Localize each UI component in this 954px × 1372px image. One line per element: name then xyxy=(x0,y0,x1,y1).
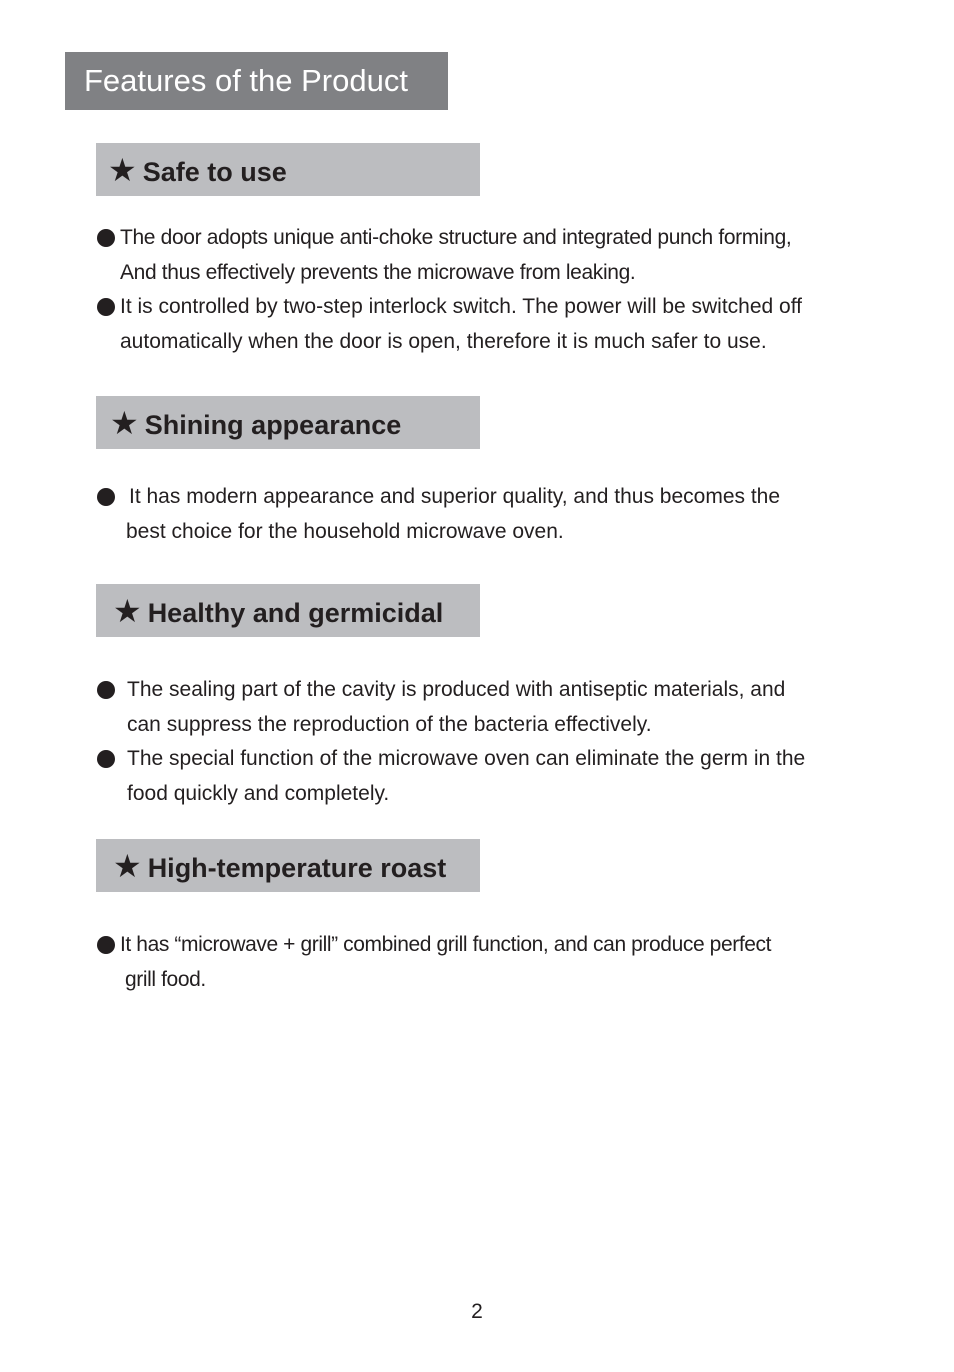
bullet-list-shining-appearance xyxy=(96,480,896,549)
bullet-dot-icon xyxy=(97,488,115,506)
list-item: It has “microwave + grill” combined grill function, and can produce perfect grill food. xyxy=(96,928,896,997)
page-title: Features of the Product xyxy=(65,52,448,110)
bullet-list-safe-to-use xyxy=(96,221,896,359)
star-icon: ★ xyxy=(110,405,139,441)
bullet-dot-icon xyxy=(97,681,115,699)
list-item: The door adopts unique anti-choke structure and integrated punch forming, And thus effectively prevents the microwave from leaking. xyxy=(96,221,896,290)
bullet-list-healthy-germicidal xyxy=(96,673,896,811)
list-item: It is controlled by two-step interlock switch. The power will be switched off automatically when the door is open, therefore it is much safer to use. xyxy=(96,290,896,359)
list-item: The sealing part of the cavity is produced with antiseptic materials, and can suppress the reproduction of the bacteria effectively. xyxy=(96,673,896,742)
section-heading: Shining appearance xyxy=(144,410,402,440)
bullet-dot-icon xyxy=(97,936,115,954)
section-heading: Healthy and germicidal xyxy=(147,598,444,628)
page-number: 2 xyxy=(471,1300,483,1323)
bullet-dot-icon xyxy=(97,229,115,247)
star-icon: ★ xyxy=(113,848,142,884)
section-heading: High-temperature roast xyxy=(147,853,447,883)
section-header-safe-to-use xyxy=(96,143,480,196)
bullet-dot-icon xyxy=(97,298,115,316)
section-header-healthy-germicidal xyxy=(96,584,480,637)
section-header-high-temperature-roast xyxy=(96,839,480,892)
star-icon: ★ xyxy=(108,152,137,188)
list-item: It has modern appearance and superior quality, and thus becomes the best choice for the household microwave oven. xyxy=(96,480,896,549)
section-header-shining-appearance xyxy=(96,396,480,449)
star-icon: ★ xyxy=(113,593,142,629)
bullet-list-high-temperature-roast xyxy=(96,928,896,997)
bullet-dot-icon xyxy=(97,750,115,768)
list-item: The special function of the microwave oven can eliminate the germ in the food quickly and completely. xyxy=(96,742,896,811)
section-heading: Safe to use xyxy=(142,157,287,187)
